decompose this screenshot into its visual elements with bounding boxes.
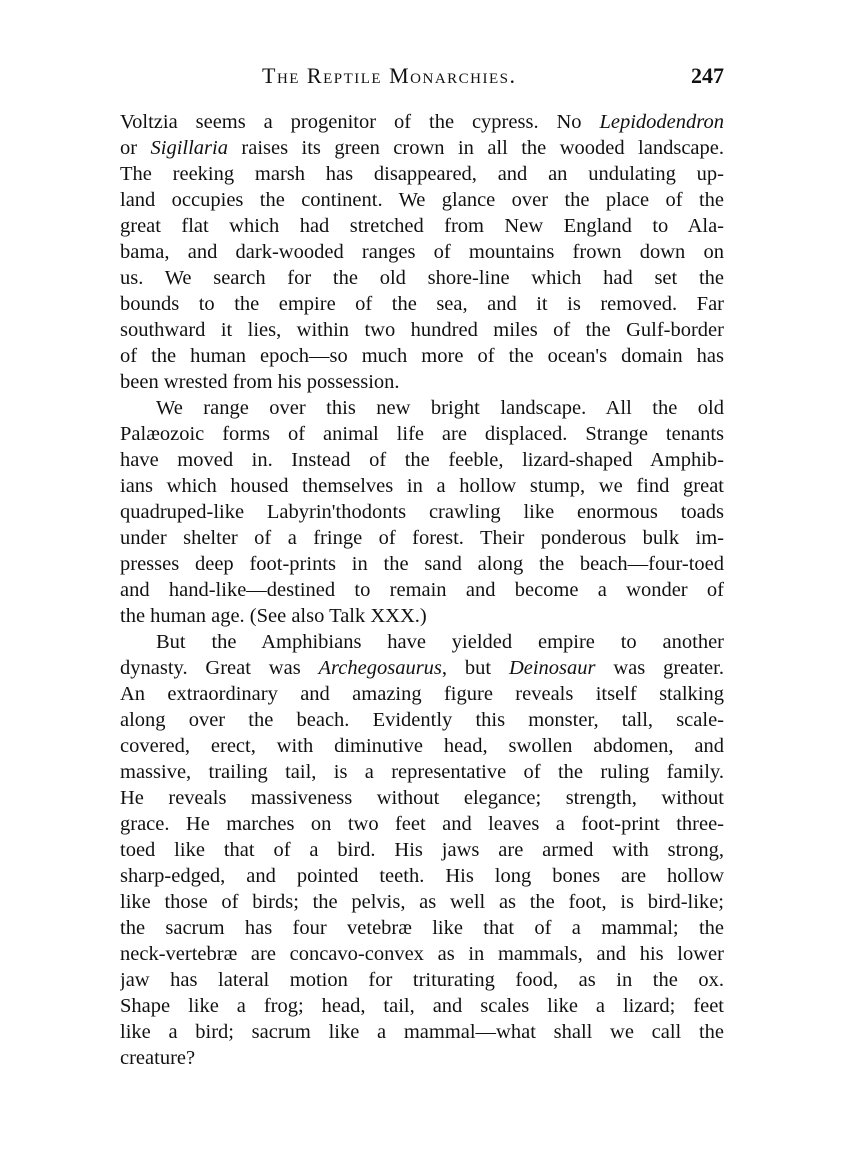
text-line: He reveals massiveness without elegance; strength, without xyxy=(120,787,724,809)
text-line: like a bird; sacrum like a mammal—what shall we call the xyxy=(120,1021,724,1043)
text-line: Voltzia seems a progenitor of the cypress. No Lepidodendron xyxy=(120,111,724,133)
text-line: We range over this new bright landscape. All the old xyxy=(156,397,724,419)
text-line: the human age. (See also Talk XXX.) xyxy=(120,605,427,627)
text-line: been wrested from his possession. xyxy=(120,371,400,393)
text-line: have moved in. Instead of the feeble, lizard-shaped Amphib- xyxy=(120,449,724,471)
text-line: massive, trailing tail, is a representative of the ruling family. xyxy=(120,761,724,783)
text-line: quadruped-like Labyrin'thodonts crawling like enormous toads xyxy=(120,501,724,523)
text-line: bounds to the empire of the sea, and it is removed. Far xyxy=(120,293,724,315)
text-line: bama, and dark-wooded ranges of mountains frown down on xyxy=(120,241,724,263)
text-line: dynasty. Great was Archegosaurus, but Deinosaur was greater. xyxy=(120,657,724,679)
text-line: toed like that of a bird. His jaws are armed with strong, xyxy=(120,839,724,861)
text-line: neck-vertebræ are concavo-convex as in mammals, and his lower xyxy=(120,943,724,965)
text-line: Palæozoic forms of animal life are displaced. Strange tenants xyxy=(120,423,724,445)
text-line: grace. He marches on two feet and leaves a foot-print three- xyxy=(120,813,724,835)
text-line: us. We search for the old shore-line which had set the xyxy=(120,267,724,289)
page-number: 247 xyxy=(691,63,724,88)
text-line: jaw has lateral motion for triturating food, as in the ox. xyxy=(120,969,724,991)
text-line: But the Amphibians have yielded empire to another xyxy=(156,631,724,653)
text-line: covered, erect, with diminutive head, swollen abdomen, and xyxy=(120,735,724,757)
text-line: of the human epoch—so much more of the ocean's domain has xyxy=(120,345,724,367)
running-head: The Reptile Monarchies. xyxy=(262,63,517,88)
text-line: ians which housed themselves in a hollow stump, we find great xyxy=(120,475,724,497)
text-line: along over the beach. Evidently this monster, tall, scale- xyxy=(120,709,724,731)
text-line: An extraordinary and amazing figure reveals itself stalking xyxy=(120,683,724,705)
text-line: and hand-like—destined to remain and become a wonder of xyxy=(120,579,724,601)
body-text xyxy=(120,109,724,1071)
text-line: the sacrum has four vetebræ like that of a mammal; the xyxy=(120,917,724,939)
text-line: great flat which had stretched from New England to Ala- xyxy=(120,215,724,237)
text-line: under shelter of a fringe of forest. Their ponderous bulk im- xyxy=(120,527,724,549)
page-header xyxy=(120,63,724,93)
text-line: southward it lies, within two hundred miles of the Gulf-border xyxy=(120,319,724,341)
text-line: sharp-edged, and pointed teeth. His long bones are hollow xyxy=(120,865,724,887)
text-line: creature? xyxy=(120,1047,196,1069)
text-line: like those of birds; the pelvis, as well as the foot, is bird-like; xyxy=(120,891,724,913)
text-line: Shape like a frog; head, tail, and scales like a lizard; feet xyxy=(120,995,724,1017)
text-line: The reeking marsh has disappeared, and an undulating up- xyxy=(120,163,724,185)
text-line: presses deep foot-prints in the sand along the beach—four-toed xyxy=(120,553,724,575)
text-line: land occupies the continent. We glance over the place of the xyxy=(120,189,724,211)
text-line: or Sigillaria raises its green crown in all the wooded landscape. xyxy=(120,137,724,159)
